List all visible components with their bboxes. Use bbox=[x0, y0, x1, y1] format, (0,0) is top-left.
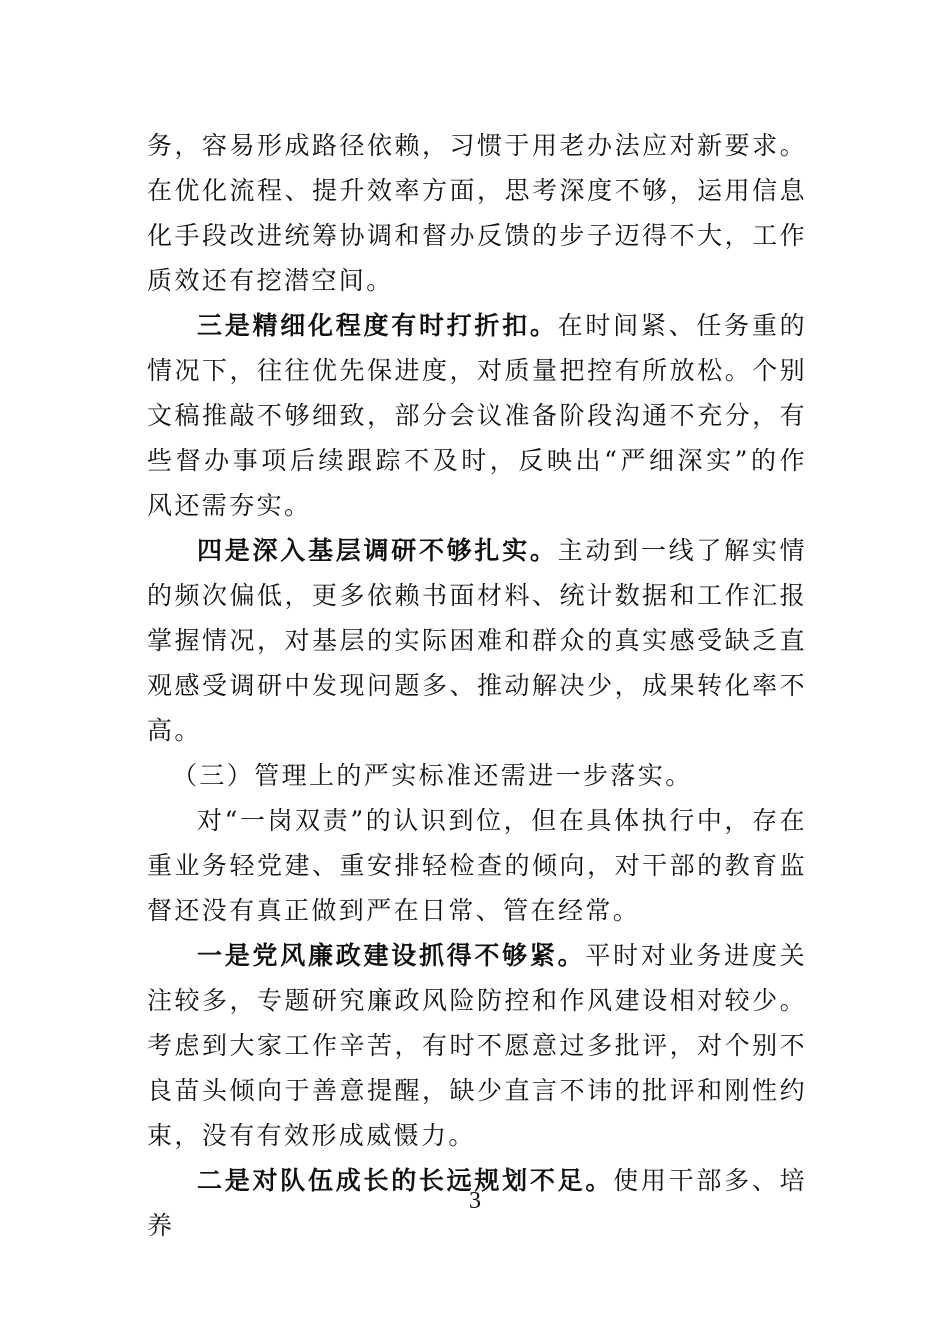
paragraph-point-one bbox=[147, 933, 807, 1158]
paragraph-point-three bbox=[147, 303, 807, 528]
paragraph-text: 使用干部多、培养 bbox=[147, 1166, 807, 1240]
paragraph-intro bbox=[147, 798, 807, 933]
document-body bbox=[147, 123, 807, 1248]
paragraph-text: 平时对业务进度关注较多，专题研究廉政风险防控和作风建设相对较少。考虑到大家工作辛苦，有时不愿意过多批评，对个别不良苗头倾向于善意提醒，缺少直言不讳的批评和刚性约束，没有有效形成威慑力。 bbox=[147, 941, 808, 1150]
paragraph-lead: 四是深入基层调研不够扎实。 bbox=[197, 536, 558, 565]
paragraph-lead: 二是对队伍成长的长远规划不足。 bbox=[197, 1166, 614, 1195]
paragraph-lead: 一是党风廉政建设抓得不够紧。 bbox=[197, 941, 586, 970]
paragraph-text: 对“一岗双责”的认识到位，但在具体执行中，存在重业务轻党建、重安排轻检查的倾向，对干部的教育监督还没有真正做到严在日常、管在经常。 bbox=[147, 806, 807, 925]
page-number: 3 bbox=[469, 1188, 481, 1214]
section-heading-text: （三）管理上的严实标准还需进一步落实。 bbox=[172, 761, 693, 790]
paragraph-continued bbox=[147, 123, 807, 303]
paragraph-text: 在时间紧、任务重的情况下，往往优先保进度，对质量把控有所放松。个别文稿推敲不够细致，部分会议准备阶段沟通不充分，有些督办事项后续跟踪不及时，反映出“严细深实”的作风还需夯实。 bbox=[147, 311, 807, 520]
section-heading bbox=[147, 753, 807, 798]
paragraph-text: 主动到一线了解实情的频次偏低，更多依赖书面材料、统计数据和工作汇报掌握情况，对基层的实际困难和群众的真实感受缺乏直观感受调研中发现问题多、推动解决少，成果转化率不高。 bbox=[147, 536, 807, 745]
paragraph-lead: 三是精细化程度有时打折扣。 bbox=[197, 311, 558, 340]
paragraph-text: 务，容易形成路径依赖，习惯于用老办法应对新要求。在优化流程、提升效率方面，思考深度不够，运用信息化手段改进统筹协调和督办反馈的步子迈得不大，工作质效还有挖潜空间。 bbox=[147, 131, 807, 295]
paragraph-point-four bbox=[147, 528, 807, 753]
